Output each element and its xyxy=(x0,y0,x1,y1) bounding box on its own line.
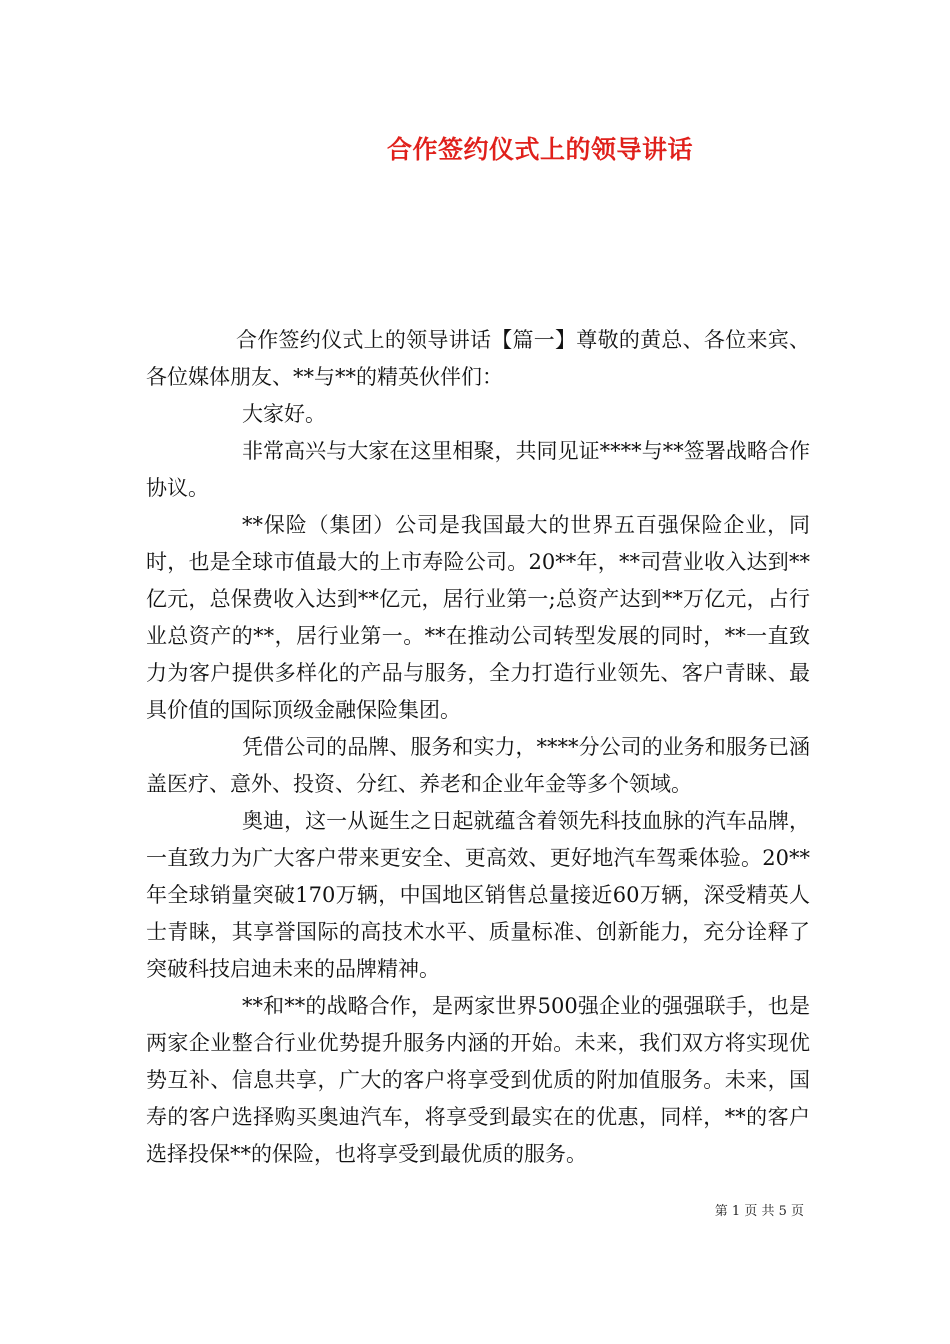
paragraph-welcome: 非常高兴与大家在这里相聚，共同见证****与**签署战略合作协议。 xyxy=(146,439,810,500)
paragraph-greeting: 合作签约仪式上的领导讲话【篇一】尊敬的黄总、各位来宾、各位媒体朋友、**与**的精英伙伴们： xyxy=(146,328,810,389)
paragraph-services: 凭借公司的品牌、服务和实力，****分公司的业务和服务已涵盖医疗、意外、投资、分红、养老和企业年金等多个领域。 xyxy=(146,735,810,796)
paragraph-hello: 大家好。 xyxy=(242,402,326,426)
document-body xyxy=(146,322,810,1173)
paragraph-audi: 奥迪，这一从诞生之日起就蕴含着领先科技血脉的汽车品牌，一直致力为广大客户带来更安全、更高效、更好地汽车驾乘体验。20**年全球销量突破170万辆，中国地区销售总量接近60万辆，深受精英人士青睐，其享誉国际的高技术水平、质量标准、创新能力，充分诠释了突破科技启迪未来的品牌精神。 xyxy=(146,809,810,981)
document-title: 合作签约仪式上的领导讲话 xyxy=(386,135,693,164)
page-number-footer: 第 1 页 共 5 页 xyxy=(714,1204,804,1219)
paragraph-partnership: **和**的战略合作，是两家世界500强企业的强强联手，也是两家企业整合行业优势提升服务内涵的开始。未来，我们双方将实现优势互补、信息共享，广大的客户将享受到优质的附加值服务。未来，国寿的客户选择购买奥迪汽车，将享受到最实在的优惠，同样，**的客户选择投保**的保险，也将享受到最优质的服务。 xyxy=(146,994,810,1166)
paragraph-insurance-company: **保险（集团）公司是我国最大的世界五百强保险企业，同时，也是全球市值最大的上市寿险公司。20**年，**司营业收入达到**亿元，总保费收入达到**亿元，居行业第一;总资产达到**万亿元，占行业总资产的**，居行业第一。**在推动公司转型发展的同时，**一直致力为客户提供多样化的产品与服务，全力打造行业领先、客户青睐、最具价值的国际顶级金融保险集团。 xyxy=(146,513,810,722)
